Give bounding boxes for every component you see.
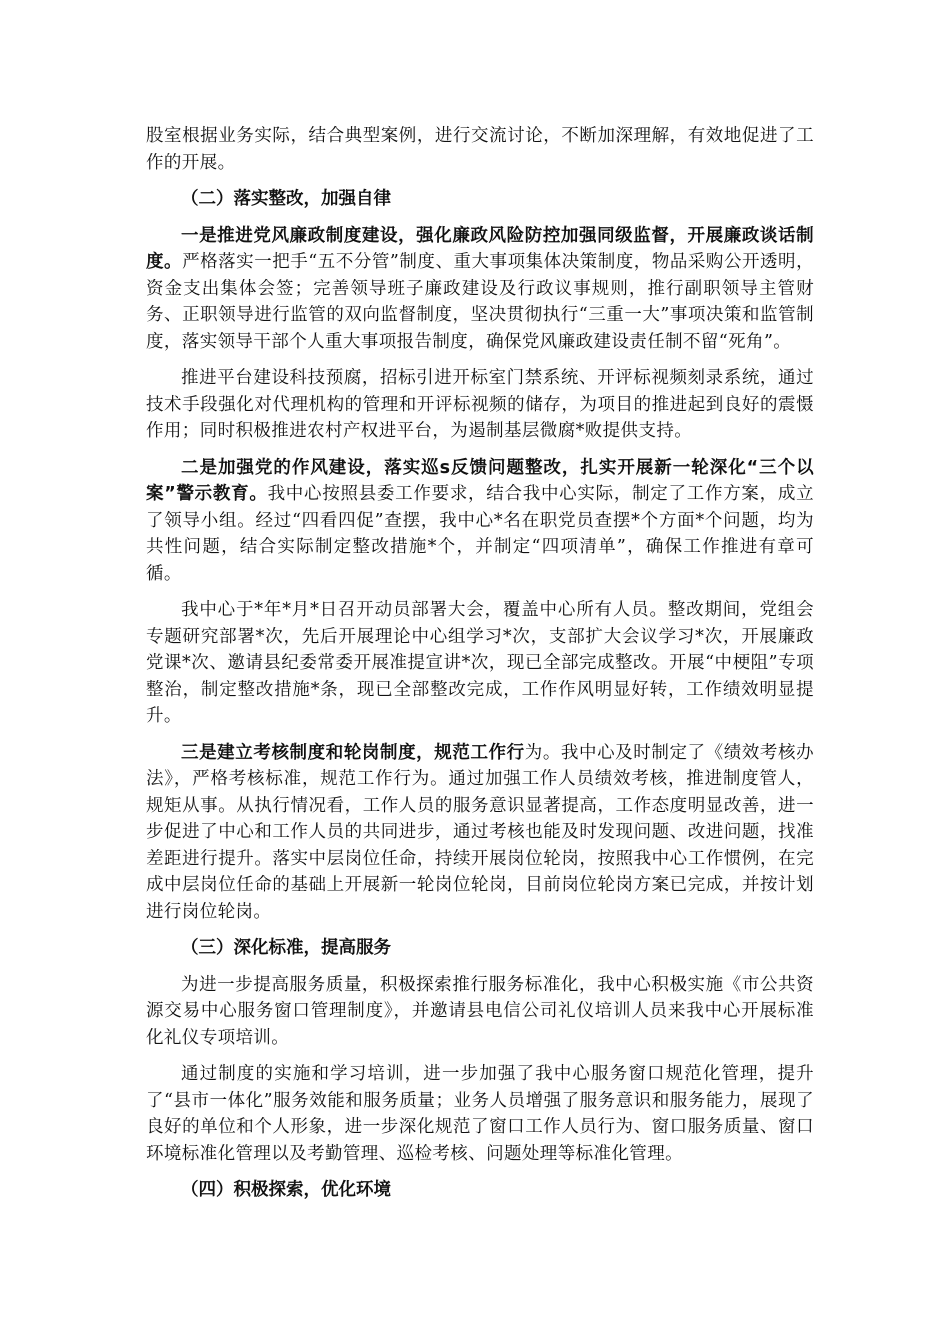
paragraph-body-3: 为。我中心及时制定了《绩效考核办法》，严格考核标准，规范工作行为。通过加强工作人员绩效考核，推进制度管人，规矩从事。从执行情况看，工作人员的服务意识显著提高，工作态度明显改善，进一步促进了中心和工作人员的共同进步，通过考核也能及时发现问题、改进问题，找准差距进行提升。落实中层岗位任命，持续开展岗位轮岗，按照我中心工作惯例，在完成中层岗位任命的基础上开展新一轮岗位轮岗，目前岗位轮岗方案已完成，并按计划进行岗位轮岗。 [146, 742, 814, 922]
section-heading-2: （二）落实整改，加强自律 [181, 189, 391, 209]
paragraph-item-2 [146, 455, 814, 588]
section-heading-3: （三）深化标准，提高服务 [181, 938, 391, 958]
paragraph-body-2: 我中心按照县委工作要求，结合我中心实际，制定了工作方案，成立了领导小组。经过“四看四促”查摆，我中心*名在职党员查摆*个方面*个问题，均为共性问题，结合实际制定整改措施*个，并制定“四项清单”，确保工作推进有章可循。 [146, 484, 814, 584]
section-heading-4: （四）积极探索，优化环境 [181, 1180, 391, 1200]
paragraph-lead-3: 三是建立考核制度和轮岗制度，规范工作行 [181, 742, 525, 763]
paragraph-item-3 [146, 740, 814, 926]
paragraph-training-results: 通过制度的实施和学习培训，进一步加强了我中心服务窗口规范化管理，提升了“县市一体化”服务效能和服务质量；业务人员增强了服务意识和服务能力，展现了良好的单位和个人形象，进一步深化规范了窗口工作人员行为、窗口服务质量、窗口环境标准化管理以及考勤管理、巡检考核、问题处理等标准化管理。 [146, 1064, 814, 1164]
paragraph-continuation: 股室根据业务实际，结合典型案例，进行交流讨论，不断加深理解，有效地促进了工作的开展。 [146, 126, 814, 173]
paragraph-platform: 推进平台建设科技预腐，招标引进开标室门禁系统、开评标视频刻录系统，通过技术手段强化对代理机构的管理和开评标视频的储存，为项目的推进起到良好的震慑作用；同时积极推进农村产权进平台，为遏制基层微腐*败提供支持。 [146, 368, 814, 441]
document-body [146, 123, 814, 1214]
paragraph-item-1 [146, 223, 814, 356]
paragraph-rectification: 我中心于*年*月*日召开动员部署大会，覆盖中心所有人员。整改期间，党组会专题研究部署*次，先后开展理论中心组学习*次，支部扩大会议学习*次，开展廉政党课*次、邀请县纪委常委开展准提宣讲*次，现已全部完成整改。开展“中梗阻”专项整治，制定整改措施*条，现已全部整改完成，工作作风明显好转，工作绩效明显提升。 [146, 600, 814, 726]
paragraph-standardization: 为进一步提高服务质量，积极探索推行服务标准化，我中心积极实施《市公共资源交易中心服务窗口管理制度》，并邀请县电信公司礼仪培训人员来我中心开展标准化礼仪专项培训。 [146, 974, 814, 1048]
paragraph-body-1: 严格落实一把手“五不分管”制度、重大事项集体决策制度，物品采购公开透明，资金支出集体会签；完善领导班子廉政建设及行政议事规则，推行副职领导主管财务、正职领导进行监管的双向监督制度，坚决贯彻执行“三重一大”事项决策和监管制度，落实领导干部个人重大事项报告制度，确保党风廉政建设责任制不留“死角”。 [146, 252, 814, 352]
paragraph-lead-1: 一是推进党风廉政制度建设，强化廉政风险防控加强同级监督，开展廉政谈话制度。 [146, 225, 814, 272]
paragraph-lead-2: 二是加强党的作风建设，落实巡s反馈问题整改，扎实开展新一轮深化“三个以案”警示教育。 [146, 457, 814, 504]
